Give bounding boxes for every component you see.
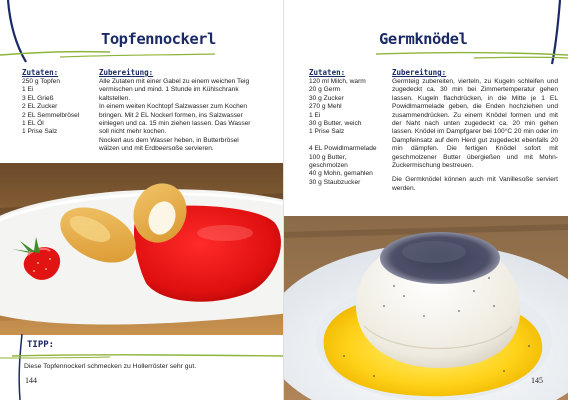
preparation-line: soll nicht mehr kochen. bbox=[99, 128, 167, 136]
preparation-text bbox=[392, 78, 558, 193]
page-number-right: 145 bbox=[531, 376, 543, 385]
ingredient-item: 20 g Germ bbox=[309, 86, 341, 94]
ingredients-label: Zutaten: bbox=[309, 68, 346, 77]
preparation-line: kaltstellen. bbox=[99, 94, 131, 102]
ingredient-item: 30 g Butter, weich bbox=[309, 120, 362, 128]
tip-label: TIPP: bbox=[27, 340, 55, 350]
ingredients-list bbox=[309, 78, 377, 187]
page-number-left: 144 bbox=[25, 376, 37, 385]
preparation-line: vermischen und mind. 1 Stunde im Kühlschrank bbox=[99, 86, 239, 94]
preparation-line: einlegen und ca. 15 min ziehen lassen. Das Wasser bbox=[99, 120, 251, 128]
preparation-line: wälzen und mit Erdbeersoße servieren. bbox=[99, 145, 214, 153]
ingredient-item: 40 g Mohn, gemahlen bbox=[309, 170, 373, 178]
topfennockerl-photo bbox=[0, 163, 284, 335]
right-page bbox=[284, 0, 568, 400]
tip-text: Diese Topfennockerl schmecken zu Hollerröster sehr gut. bbox=[24, 363, 197, 370]
preparation-paragraph: Germteig zubereiten, vierteln, zu Kugeln schleifen und zugedeckt ca. 30 min bei Zimmertemperatur gehen lassen. Kugeln flachdrücken, in die Mitte je 1 EL Powidlmarmelade geben, die Enden hochziehen und zusammendrücken. Zu einem Knödel formen und mit der Naht nach unten zugedeckt ca. 20 min gehen lassen. Knödel im Dampfgarer bei 100°C 20 min oder im Dampfeinsatz auf dem Herd gut zugedeckt ebenfalls 20 min dämpfen. Die fertigen Knödel sofort mit geschmolzener Butter übergießen und mit Mohn-Zuckermischung bestreuen. bbox=[392, 78, 558, 170]
germknoedel-photo bbox=[284, 216, 568, 400]
preparation-line: Alle Zutaten mit einer Gabel zu einem weichen Teig bbox=[99, 78, 250, 85]
preparation-line: In einem weiten Kochtopf Salzwasser zum Kochen bbox=[99, 103, 248, 111]
preparation-text bbox=[99, 78, 251, 154]
ingredient-spacer bbox=[309, 137, 377, 145]
recipe-title: Topfennockerl bbox=[101, 30, 216, 48]
preparation-label: Zubereitung: bbox=[99, 68, 154, 77]
ingredient-item: 250 g Topfen bbox=[22, 78, 61, 85]
ingredient-item: 270 g Mehl bbox=[309, 103, 342, 111]
ingredient-item: 1 Prise Salz bbox=[309, 128, 345, 136]
ingredient-item: 4 EL Powidlmarmelade bbox=[309, 145, 377, 153]
preparation-paragraph: Die Germknödel können auch mit Vanillesoße serviert werden. bbox=[392, 176, 558, 192]
preparation-label: Zubereitung: bbox=[392, 68, 447, 77]
ingredient-item: geschmolzen bbox=[309, 162, 348, 170]
recipe-title: Germknödel bbox=[379, 30, 468, 48]
preparation-line: Nockerl aus dem Wasser heben, in Butterbrösel bbox=[99, 136, 239, 144]
ingredient-item: 3 EL Grieß bbox=[22, 94, 54, 102]
ingredients-label: Zutaten: bbox=[22, 68, 59, 77]
ingredient-item: 100 g Butter, bbox=[309, 153, 347, 161]
ingredient-item: 30 g Staubzucker bbox=[309, 178, 361, 186]
preparation-line: bringen. Mit 2 EL Nockerl formen, ins Salzwasser bbox=[99, 111, 243, 119]
ingredient-item: 1 EL Öl bbox=[22, 120, 44, 128]
ingredient-item: 1 Ei bbox=[309, 111, 321, 119]
ingredient-item: 30 g Zucker bbox=[309, 94, 344, 102]
ingredient-item: 2 EL Zucker bbox=[22, 103, 58, 111]
ingredient-item: 1 Prise Salz bbox=[22, 128, 58, 136]
ingredients-list bbox=[22, 78, 79, 137]
ingredient-item: 2 EL Semmelbrösel bbox=[22, 111, 80, 119]
ingredient-item: 1 Ei bbox=[22, 86, 34, 94]
ingredient-item: 120 ml Milch, warm bbox=[309, 78, 366, 85]
